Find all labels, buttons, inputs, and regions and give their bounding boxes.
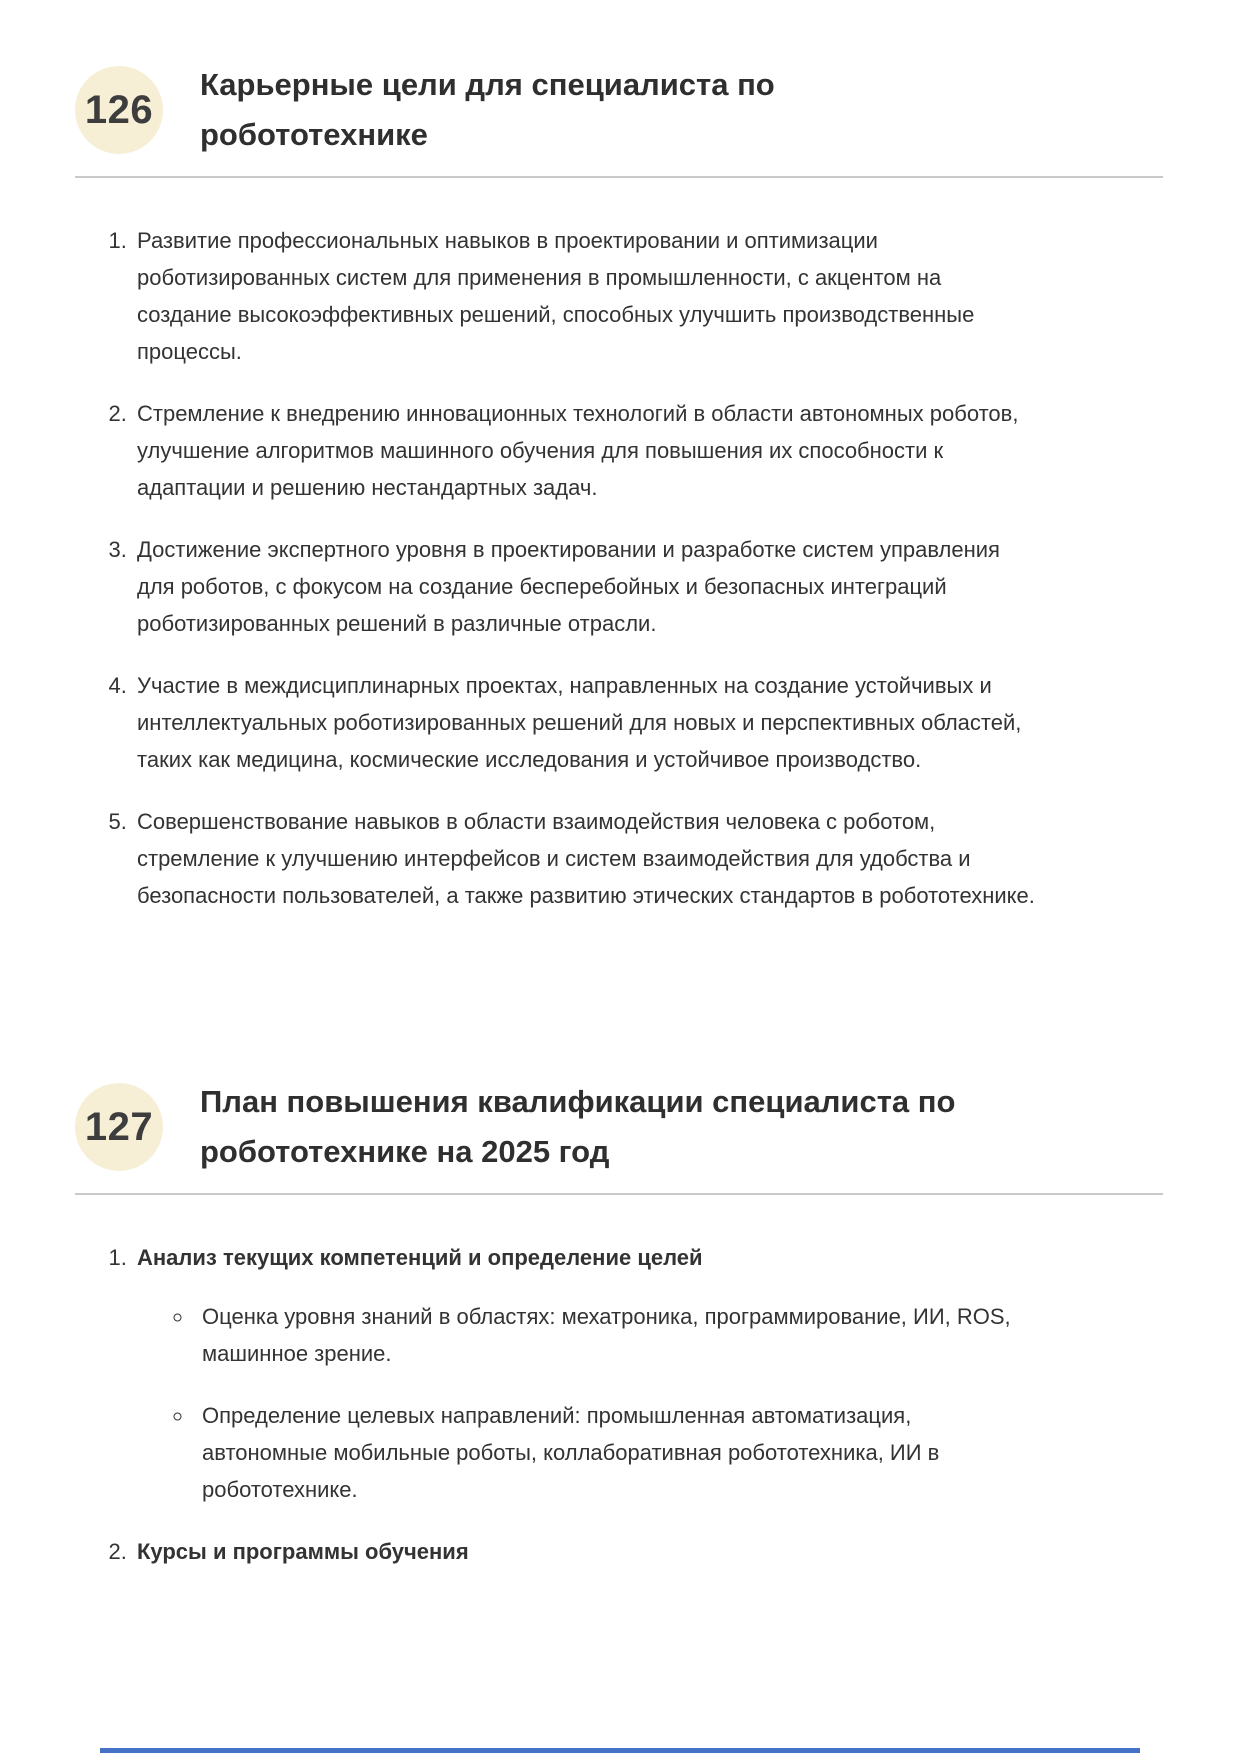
section-127-header	[75, 1077, 1163, 1177]
section-divider	[75, 1193, 1163, 1195]
section-126-header	[75, 60, 1163, 160]
section-127	[75, 1077, 1163, 1570]
list-item: 4. Участие в междисциплинарных проектах, направленных на создание устойчивых и интеллектуальных роботизированных решений для новых и перспективных областей, таких как медицина, космические исследования и устойчивое производство.	[133, 667, 1037, 778]
sub-list-item: ◦ Оценка уровня знаний в областях: мехатроника, программирование, ИИ, ROS, машинное зрение.	[194, 1298, 1037, 1372]
badge-column	[75, 1083, 200, 1171]
list-item	[133, 1239, 1037, 1508]
list-item: 1. Развитие профессиональных навыков в проектировании и оптимизации роботизированных систем для применения в промышленности, с акцентом на создание высокоэффективных решений, способных улучшить производственные процессы.	[133, 222, 1037, 370]
list-item-label: Курсы и программы обучения	[137, 1539, 469, 1564]
sub-list-item: ◦ Определение целевых направлений: промышленная автоматизация, автономные мобильные роботы, коллаборативная робототехника, ИИ в робототехнике.	[194, 1397, 1037, 1508]
section-number-badge: 127	[75, 1083, 163, 1171]
sub-list	[137, 1298, 1037, 1508]
section-126	[75, 60, 1163, 914]
section-divider	[75, 176, 1163, 178]
list-item: 5. Совершенствование навыков в области взаимодействия человека с роботом, стремление к улучшению интерфейсов и систем взаимодействия для удобства и безопасности пользователей, а также развитию этических стандартов в робототехнике.	[133, 803, 1037, 914]
list-item: 3. Достижение экспертного уровня в проектировании и разработке систем управления для роботов, с фокусом на создание бесперебойных и безопасных интеграций роботизированных решений в различные отрасли.	[133, 531, 1037, 642]
section-title: План повышения квалификации специалиста по робототехнике на 2025 год	[200, 1084, 956, 1169]
badge-column	[75, 66, 200, 154]
list-item: 2. Стремление к внедрению инновационных технологий в области автономных роботов, улучшение алгоритмов машинного обучения для повышения их способности к адаптации и решению нестандартных задач.	[133, 395, 1037, 506]
qualification-plan-list	[75, 1239, 1037, 1570]
section-number-badge: 126	[75, 66, 163, 154]
list-item	[133, 1533, 1037, 1570]
section-title: Карьерные цели для специалиста по робототехнике	[200, 67, 775, 152]
career-goals-list	[75, 222, 1037, 914]
list-item-label: Анализ текущих компетенций и определение целей	[137, 1245, 703, 1270]
bottom-accent-bar	[100, 1748, 1140, 1753]
